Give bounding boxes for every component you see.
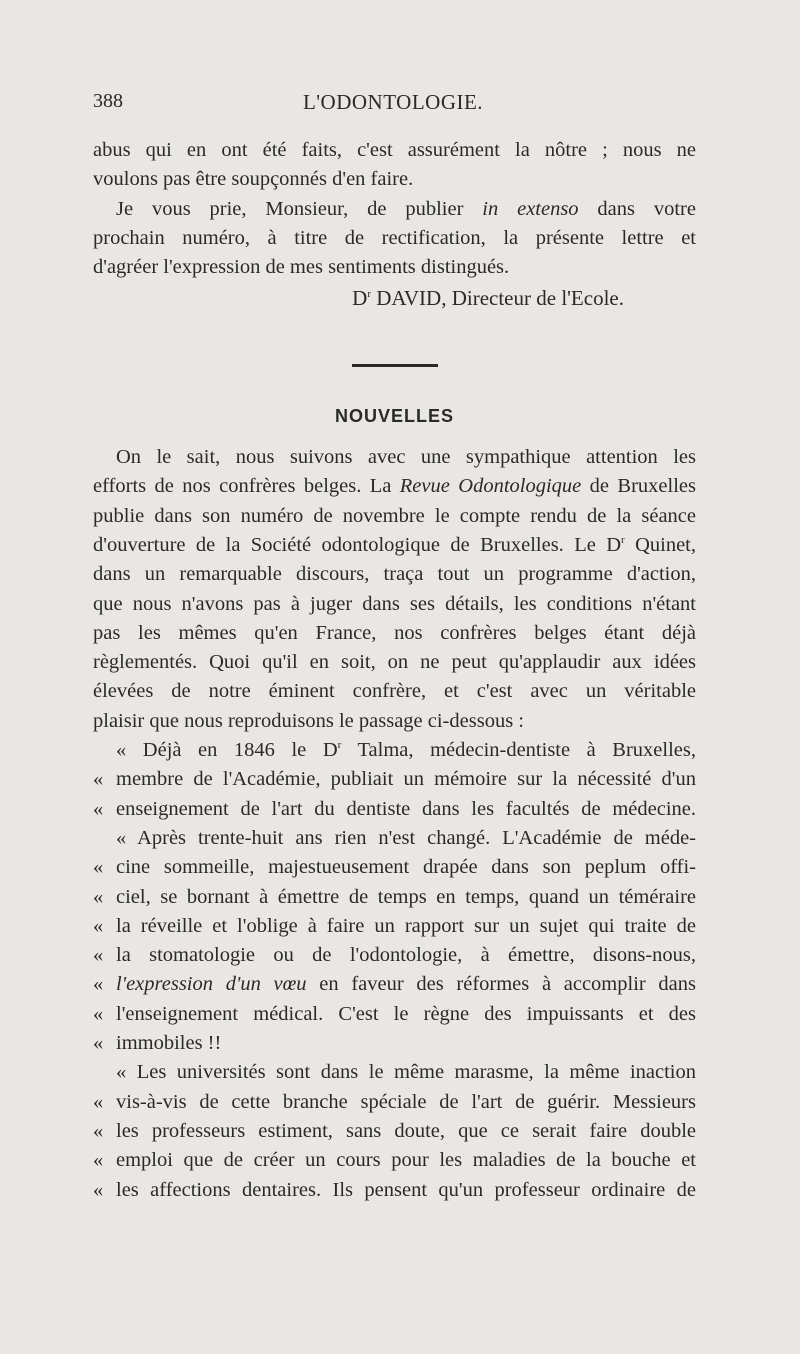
- quote-line: « l'enseignement médical. C'est le règne des impuissants et des: [93, 1002, 696, 1025]
- text-line: dans un remarquable discours, traça tout un programme d'action,: [93, 563, 696, 586]
- text-line: efforts de nos confrères belges. La Revue Odontologique de Bruxelles: [93, 475, 696, 498]
- quote-line: « membre de l'Académie, publiait un mémoire sur la nécessité d'un: [93, 768, 696, 791]
- text-line: Je vous prie, Monsieur, de publier in extenso dans votre: [116, 197, 696, 220]
- text-line: publie dans son numéro de novembre le compte rendu de la séance: [93, 504, 696, 527]
- quote-line: « emploi que de créer un cours pour les maladies de la bouche et: [93, 1149, 696, 1172]
- text-line: plaisir que nous reproduisons le passage ci-dessous :: [93, 709, 524, 732]
- quote-line: « immobiles !!: [93, 1032, 222, 1055]
- quote-line: « Après trente-huit ans rien n'est changé. L'Académie de méde-: [116, 826, 696, 849]
- quote-line: « enseignement de l'art du dentiste dans les facultés de médecine.: [93, 797, 696, 820]
- journal-title: Revue Odontologique: [399, 475, 582, 498]
- quote-line: « vis-à-vis de cette branche spéciale de l'art de guérir. Messieurs: [93, 1090, 696, 1113]
- page-body: [93, 136, 696, 1205]
- running-title: L'ODONTOLOGIE.: [302, 90, 484, 114]
- quote-line: « la stomatologie ou de l'odontologie, à émettre, disons-nous,: [93, 944, 696, 967]
- text-line: voulons pas être soupçonnés d'en faire.: [93, 168, 414, 191]
- quote-line: « Déjà en 1846 le $D^r$ Talma, médecin-dentiste à Bruxelles,: [116, 739, 696, 762]
- quote-line: « ciel, se bornant à émettre de temps en temps, quand un téméraire: [93, 885, 696, 908]
- text-line: règlementés. Quoi qu'il en soit, on ne peut qu'applaudir aux idées: [93, 651, 696, 674]
- text-line: On le sait, nous suivons avec une sympathique attention les: [116, 446, 696, 469]
- text-line: abus qui en ont été faits, c'est assurément la nôtre ; nous ne: [93, 139, 696, 161]
- text-line: élevées de notre éminent confrère, et c'est avec un véritable: [93, 680, 696, 703]
- text-line: prochain numéro, à titre de rectification, la présente lettre et: [93, 226, 696, 249]
- text-line: d'ouverture de la Société odontologique de Bruxelles. Le $D^r$ Quinet,: [93, 533, 696, 556]
- quote-line: « les professeurs estiment, sans doute, que ce serait faire double: [93, 1119, 696, 1142]
- text-line: d'agréer l'expression de mes sentiments distingués.: [93, 256, 510, 279]
- quote-line: « les affections dentaires. Ils pensent qu'un professeur ordinaire de: [93, 1178, 696, 1201]
- section-title: NOUVELLES: [334, 405, 454, 426]
- text-line: que nous n'avons pas à juger dans ses détails, les conditions n'étant: [93, 592, 696, 615]
- page-number: 388: [93, 90, 123, 112]
- quote-line: « la réveille et l'oblige à faire un rapport sur un sujet qui traite de: [93, 914, 696, 937]
- italic-term: in extenso: [482, 197, 579, 220]
- signature: $D^r$ DAVID, Directeur de l'Ecole.: [352, 286, 624, 311]
- quote-line: « cine sommeille, majestueusement drapée dans son peplum offi-: [93, 856, 696, 879]
- page-header: [93, 90, 693, 120]
- quote-line: « l'expression d'un vœu en faveur des réformes à accomplir dans: [93, 973, 696, 996]
- section-divider: [352, 364, 438, 367]
- text-line: pas les mêmes qu'en France, nos confrères belges étant déjà: [93, 621, 696, 644]
- quote-line: « Les universités sont dans le même marasme, la même inaction: [116, 1061, 696, 1084]
